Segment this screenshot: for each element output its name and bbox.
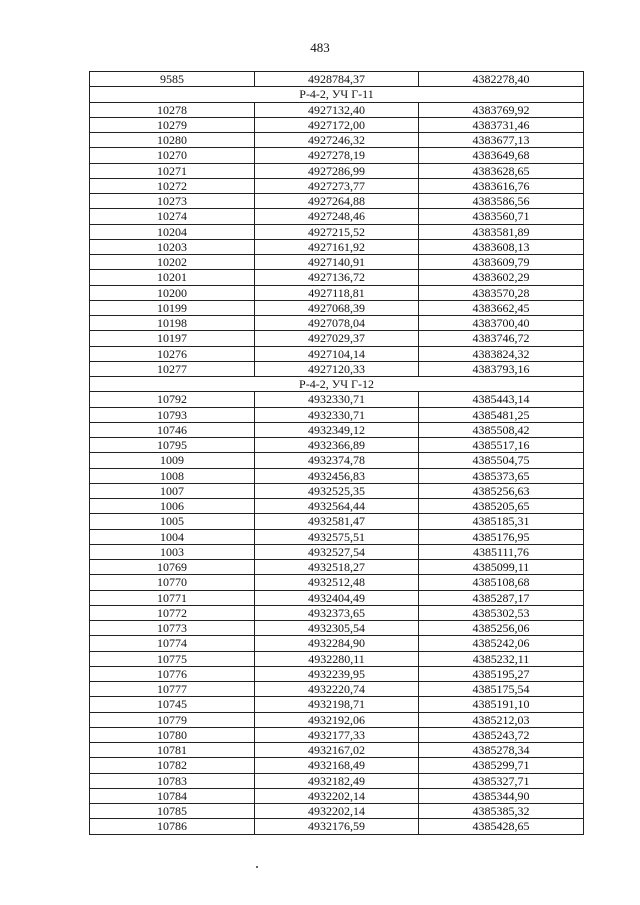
- table-row: [90, 270, 584, 285]
- table-row: [90, 819, 584, 834]
- y-coordinate-cell: 4385287,17: [419, 590, 584, 605]
- table-row: [90, 758, 584, 773]
- x-coordinate-cell: 4927248,46: [255, 209, 419, 224]
- section-heading-row: [90, 87, 584, 102]
- x-coordinate-cell: 4928784,37: [255, 72, 419, 87]
- table-row: [90, 255, 584, 270]
- y-coordinate-cell: 4383628,65: [419, 163, 584, 178]
- table-row: [90, 544, 584, 559]
- table-row: [90, 727, 584, 742]
- point-number-cell: 1006: [90, 499, 255, 514]
- x-coordinate-cell: 4932280,11: [255, 651, 419, 666]
- y-coordinate-cell: 4385428,65: [419, 819, 584, 834]
- table-row: [90, 209, 584, 224]
- y-coordinate-cell: 4385212,03: [419, 712, 584, 727]
- y-coordinate-cell: 4385205,65: [419, 499, 584, 514]
- y-coordinate-cell: 4385299,71: [419, 758, 584, 773]
- table-row: [90, 804, 584, 819]
- point-number-cell: 10786: [90, 819, 255, 834]
- point-number-cell: 10272: [90, 178, 255, 193]
- x-coordinate-cell: 4927215,52: [255, 224, 419, 239]
- point-number-cell: 1004: [90, 529, 255, 544]
- point-number-cell: 10771: [90, 590, 255, 605]
- point-number-cell: 10274: [90, 209, 255, 224]
- y-coordinate-cell: 4383662,45: [419, 300, 584, 315]
- table-row: [90, 316, 584, 331]
- x-coordinate-cell: 4927068,39: [255, 300, 419, 315]
- x-coordinate-cell: 4932192,06: [255, 712, 419, 727]
- table-row: [90, 514, 584, 529]
- table-row: [90, 453, 584, 468]
- x-coordinate-cell: 4927136,72: [255, 270, 419, 285]
- point-number-cell: 1009: [90, 453, 255, 468]
- table-row: [90, 438, 584, 453]
- point-number-cell: 10780: [90, 727, 255, 742]
- table-row: [90, 407, 584, 422]
- point-number-cell: 10784: [90, 788, 255, 803]
- y-coordinate-cell: 4385302,53: [419, 605, 584, 620]
- x-coordinate-cell: 4927104,14: [255, 346, 419, 361]
- y-coordinate-cell: 4383586,56: [419, 194, 584, 209]
- point-number-cell: 10202: [90, 255, 255, 270]
- point-number-cell: 10277: [90, 361, 255, 376]
- point-number-cell: 10793: [90, 407, 255, 422]
- y-coordinate-cell: 4385508,42: [419, 422, 584, 437]
- x-coordinate-cell: 4932202,14: [255, 788, 419, 803]
- x-coordinate-cell: 4927118,81: [255, 285, 419, 300]
- table-row: [90, 239, 584, 254]
- x-coordinate-cell: 4932366,89: [255, 438, 419, 453]
- x-coordinate-cell: 4932239,95: [255, 666, 419, 681]
- y-coordinate-cell: 4383609,79: [419, 255, 584, 270]
- point-number-cell: 10745: [90, 697, 255, 712]
- point-number-cell: 10785: [90, 804, 255, 819]
- point-number-cell: 10276: [90, 346, 255, 361]
- y-coordinate-cell: 4385344,90: [419, 788, 584, 803]
- table-row: [90, 392, 584, 407]
- table-row: [90, 361, 584, 376]
- x-coordinate-cell: 4927172,00: [255, 117, 419, 132]
- point-number-cell: 10200: [90, 285, 255, 300]
- y-coordinate-cell: 4383616,76: [419, 178, 584, 193]
- x-coordinate-cell: 4927273,77: [255, 178, 419, 193]
- y-coordinate-cell: 4385373,65: [419, 468, 584, 483]
- x-coordinate-cell: 4927161,92: [255, 239, 419, 254]
- table-row: [90, 636, 584, 651]
- x-coordinate-cell: 4932168,49: [255, 758, 419, 773]
- y-coordinate-cell: 4385256,63: [419, 483, 584, 498]
- page-number: 483: [310, 40, 330, 55]
- y-coordinate-cell: 4383769,92: [419, 102, 584, 117]
- x-coordinate-cell: 4932518,27: [255, 560, 419, 575]
- x-coordinate-cell: 4932525,35: [255, 483, 419, 498]
- x-coordinate-cell: 4932404,49: [255, 590, 419, 605]
- point-number-cell: 10271: [90, 163, 255, 178]
- point-number-cell: 10772: [90, 605, 255, 620]
- point-number-cell: 10199: [90, 300, 255, 315]
- point-number-cell: 10782: [90, 758, 255, 773]
- table-row: [90, 285, 584, 300]
- coordinates-table: [89, 71, 584, 835]
- table-row: [90, 331, 584, 346]
- point-number-cell: 10770: [90, 575, 255, 590]
- y-coordinate-cell: 4383560,71: [419, 209, 584, 224]
- table-row: [90, 529, 584, 544]
- x-coordinate-cell: 4932176,59: [255, 819, 419, 834]
- y-coordinate-cell: 4385504,75: [419, 453, 584, 468]
- table-row: [90, 590, 584, 605]
- x-coordinate-cell: 4932575,51: [255, 529, 419, 544]
- y-coordinate-cell: 4385243,72: [419, 727, 584, 742]
- y-coordinate-cell: 4385242,06: [419, 636, 584, 651]
- x-coordinate-cell: 4932373,65: [255, 605, 419, 620]
- point-number-cell: 10769: [90, 560, 255, 575]
- point-number-cell: 10781: [90, 743, 255, 758]
- x-coordinate-cell: 4927120,33: [255, 361, 419, 376]
- x-coordinate-cell: 4932177,33: [255, 727, 419, 742]
- table-row: [90, 743, 584, 758]
- table-row: [90, 102, 584, 117]
- x-coordinate-cell: 4932330,71: [255, 407, 419, 422]
- point-number-cell: 10774: [90, 636, 255, 651]
- point-number-cell: 9585: [90, 72, 255, 87]
- x-coordinate-cell: 4932202,14: [255, 804, 419, 819]
- point-number-cell: 10197: [90, 331, 255, 346]
- table-row: [90, 224, 584, 239]
- table-row: [90, 773, 584, 788]
- x-coordinate-cell: 4932527,54: [255, 544, 419, 559]
- point-number-cell: 10278: [90, 102, 255, 117]
- x-coordinate-cell: 4932284,90: [255, 636, 419, 651]
- point-number-cell: 10203: [90, 239, 255, 254]
- section-heading-row: [90, 377, 584, 392]
- x-coordinate-cell: 4932564,44: [255, 499, 419, 514]
- table-row: [90, 697, 584, 712]
- x-coordinate-cell: 4932456,83: [255, 468, 419, 483]
- y-coordinate-cell: 4385278,34: [419, 743, 584, 758]
- x-coordinate-cell: 4932305,54: [255, 621, 419, 636]
- y-coordinate-cell: 4385232,11: [419, 651, 584, 666]
- y-coordinate-cell: 4385111,76: [419, 544, 584, 559]
- x-coordinate-cell: 4932330,71: [255, 392, 419, 407]
- table-row: [90, 682, 584, 697]
- x-coordinate-cell: 4927078,04: [255, 316, 419, 331]
- table-row: [90, 117, 584, 132]
- point-number-cell: 10783: [90, 773, 255, 788]
- y-coordinate-cell: 4383793,16: [419, 361, 584, 376]
- table-row: [90, 499, 584, 514]
- table-row: [90, 346, 584, 361]
- point-number-cell: 10779: [90, 712, 255, 727]
- y-coordinate-cell: 4385256,06: [419, 621, 584, 636]
- scan-speck: [256, 866, 258, 868]
- point-number-cell: 1008: [90, 468, 255, 483]
- point-number-cell: 10204: [90, 224, 255, 239]
- table-row: [90, 72, 584, 87]
- x-coordinate-cell: 4932198,71: [255, 697, 419, 712]
- x-coordinate-cell: 4932581,47: [255, 514, 419, 529]
- y-coordinate-cell: 4385327,71: [419, 773, 584, 788]
- y-coordinate-cell: 4383700,40: [419, 316, 584, 331]
- point-number-cell: 10201: [90, 270, 255, 285]
- table-row: [90, 163, 584, 178]
- section-heading: Р-4-2, УЧ Г-12: [90, 377, 584, 392]
- table-row: [90, 194, 584, 209]
- table-row: [90, 651, 584, 666]
- y-coordinate-cell: 4385108,68: [419, 575, 584, 590]
- point-number-cell: 1005: [90, 514, 255, 529]
- coordinates-table-body: [90, 72, 584, 835]
- y-coordinate-cell: 4383677,13: [419, 133, 584, 148]
- y-coordinate-cell: 4383602,29: [419, 270, 584, 285]
- table-row: [90, 621, 584, 636]
- point-number-cell: 10279: [90, 117, 255, 132]
- x-coordinate-cell: 4932220,74: [255, 682, 419, 697]
- y-coordinate-cell: 4385175,54: [419, 682, 584, 697]
- point-number-cell: 10792: [90, 392, 255, 407]
- y-coordinate-cell: 4383608,13: [419, 239, 584, 254]
- point-number-cell: 1003: [90, 544, 255, 559]
- point-number-cell: 10270: [90, 148, 255, 163]
- y-coordinate-cell: 4385481,25: [419, 407, 584, 422]
- table-row: [90, 560, 584, 575]
- x-coordinate-cell: 4932182,49: [255, 773, 419, 788]
- point-number-cell: 10746: [90, 422, 255, 437]
- table-row: [90, 178, 584, 193]
- point-number-cell: 10777: [90, 682, 255, 697]
- y-coordinate-cell: 4383731,46: [419, 117, 584, 132]
- point-number-cell: 1007: [90, 483, 255, 498]
- table-row: [90, 666, 584, 681]
- section-heading: Р-4-2, УЧ Г-11: [90, 87, 584, 102]
- y-coordinate-cell: 4383570,28: [419, 285, 584, 300]
- y-coordinate-cell: 4383824,32: [419, 346, 584, 361]
- y-coordinate-cell: 4383581,89: [419, 224, 584, 239]
- point-number-cell: 10773: [90, 621, 255, 636]
- y-coordinate-cell: 4385176,95: [419, 529, 584, 544]
- table-row: [90, 422, 584, 437]
- table-row: [90, 575, 584, 590]
- x-coordinate-cell: 4927132,40: [255, 102, 419, 117]
- y-coordinate-cell: 4385099,11: [419, 560, 584, 575]
- x-coordinate-cell: 4927278,19: [255, 148, 419, 163]
- x-coordinate-cell: 4932349,12: [255, 422, 419, 437]
- table-row: [90, 788, 584, 803]
- y-coordinate-cell: 4385185,31: [419, 514, 584, 529]
- y-coordinate-cell: 4385191,10: [419, 697, 584, 712]
- point-number-cell: 10198: [90, 316, 255, 331]
- table-row: [90, 148, 584, 163]
- point-number-cell: 10775: [90, 651, 255, 666]
- x-coordinate-cell: 4927286,99: [255, 163, 419, 178]
- y-coordinate-cell: 4383649,68: [419, 148, 584, 163]
- x-coordinate-cell: 4927140,91: [255, 255, 419, 270]
- point-number-cell: 10776: [90, 666, 255, 681]
- table-row: [90, 133, 584, 148]
- x-coordinate-cell: 4932512,48: [255, 575, 419, 590]
- x-coordinate-cell: 4927264,88: [255, 194, 419, 209]
- y-coordinate-cell: 4382278,40: [419, 72, 584, 87]
- y-coordinate-cell: 4385517,16: [419, 438, 584, 453]
- x-coordinate-cell: 4932374,78: [255, 453, 419, 468]
- y-coordinate-cell: 4385385,32: [419, 804, 584, 819]
- point-number-cell: 10280: [90, 133, 255, 148]
- x-coordinate-cell: 4932167,02: [255, 743, 419, 758]
- table-row: [90, 468, 584, 483]
- x-coordinate-cell: 4927246,32: [255, 133, 419, 148]
- table-row: [90, 605, 584, 620]
- point-number-cell: 10273: [90, 194, 255, 209]
- table-row: [90, 712, 584, 727]
- table-row: [90, 483, 584, 498]
- table-row: [90, 300, 584, 315]
- x-coordinate-cell: 4927029,37: [255, 331, 419, 346]
- y-coordinate-cell: 4385195,27: [419, 666, 584, 681]
- y-coordinate-cell: 4385443,14: [419, 392, 584, 407]
- y-coordinate-cell: 4383746,72: [419, 331, 584, 346]
- point-number-cell: 10795: [90, 438, 255, 453]
